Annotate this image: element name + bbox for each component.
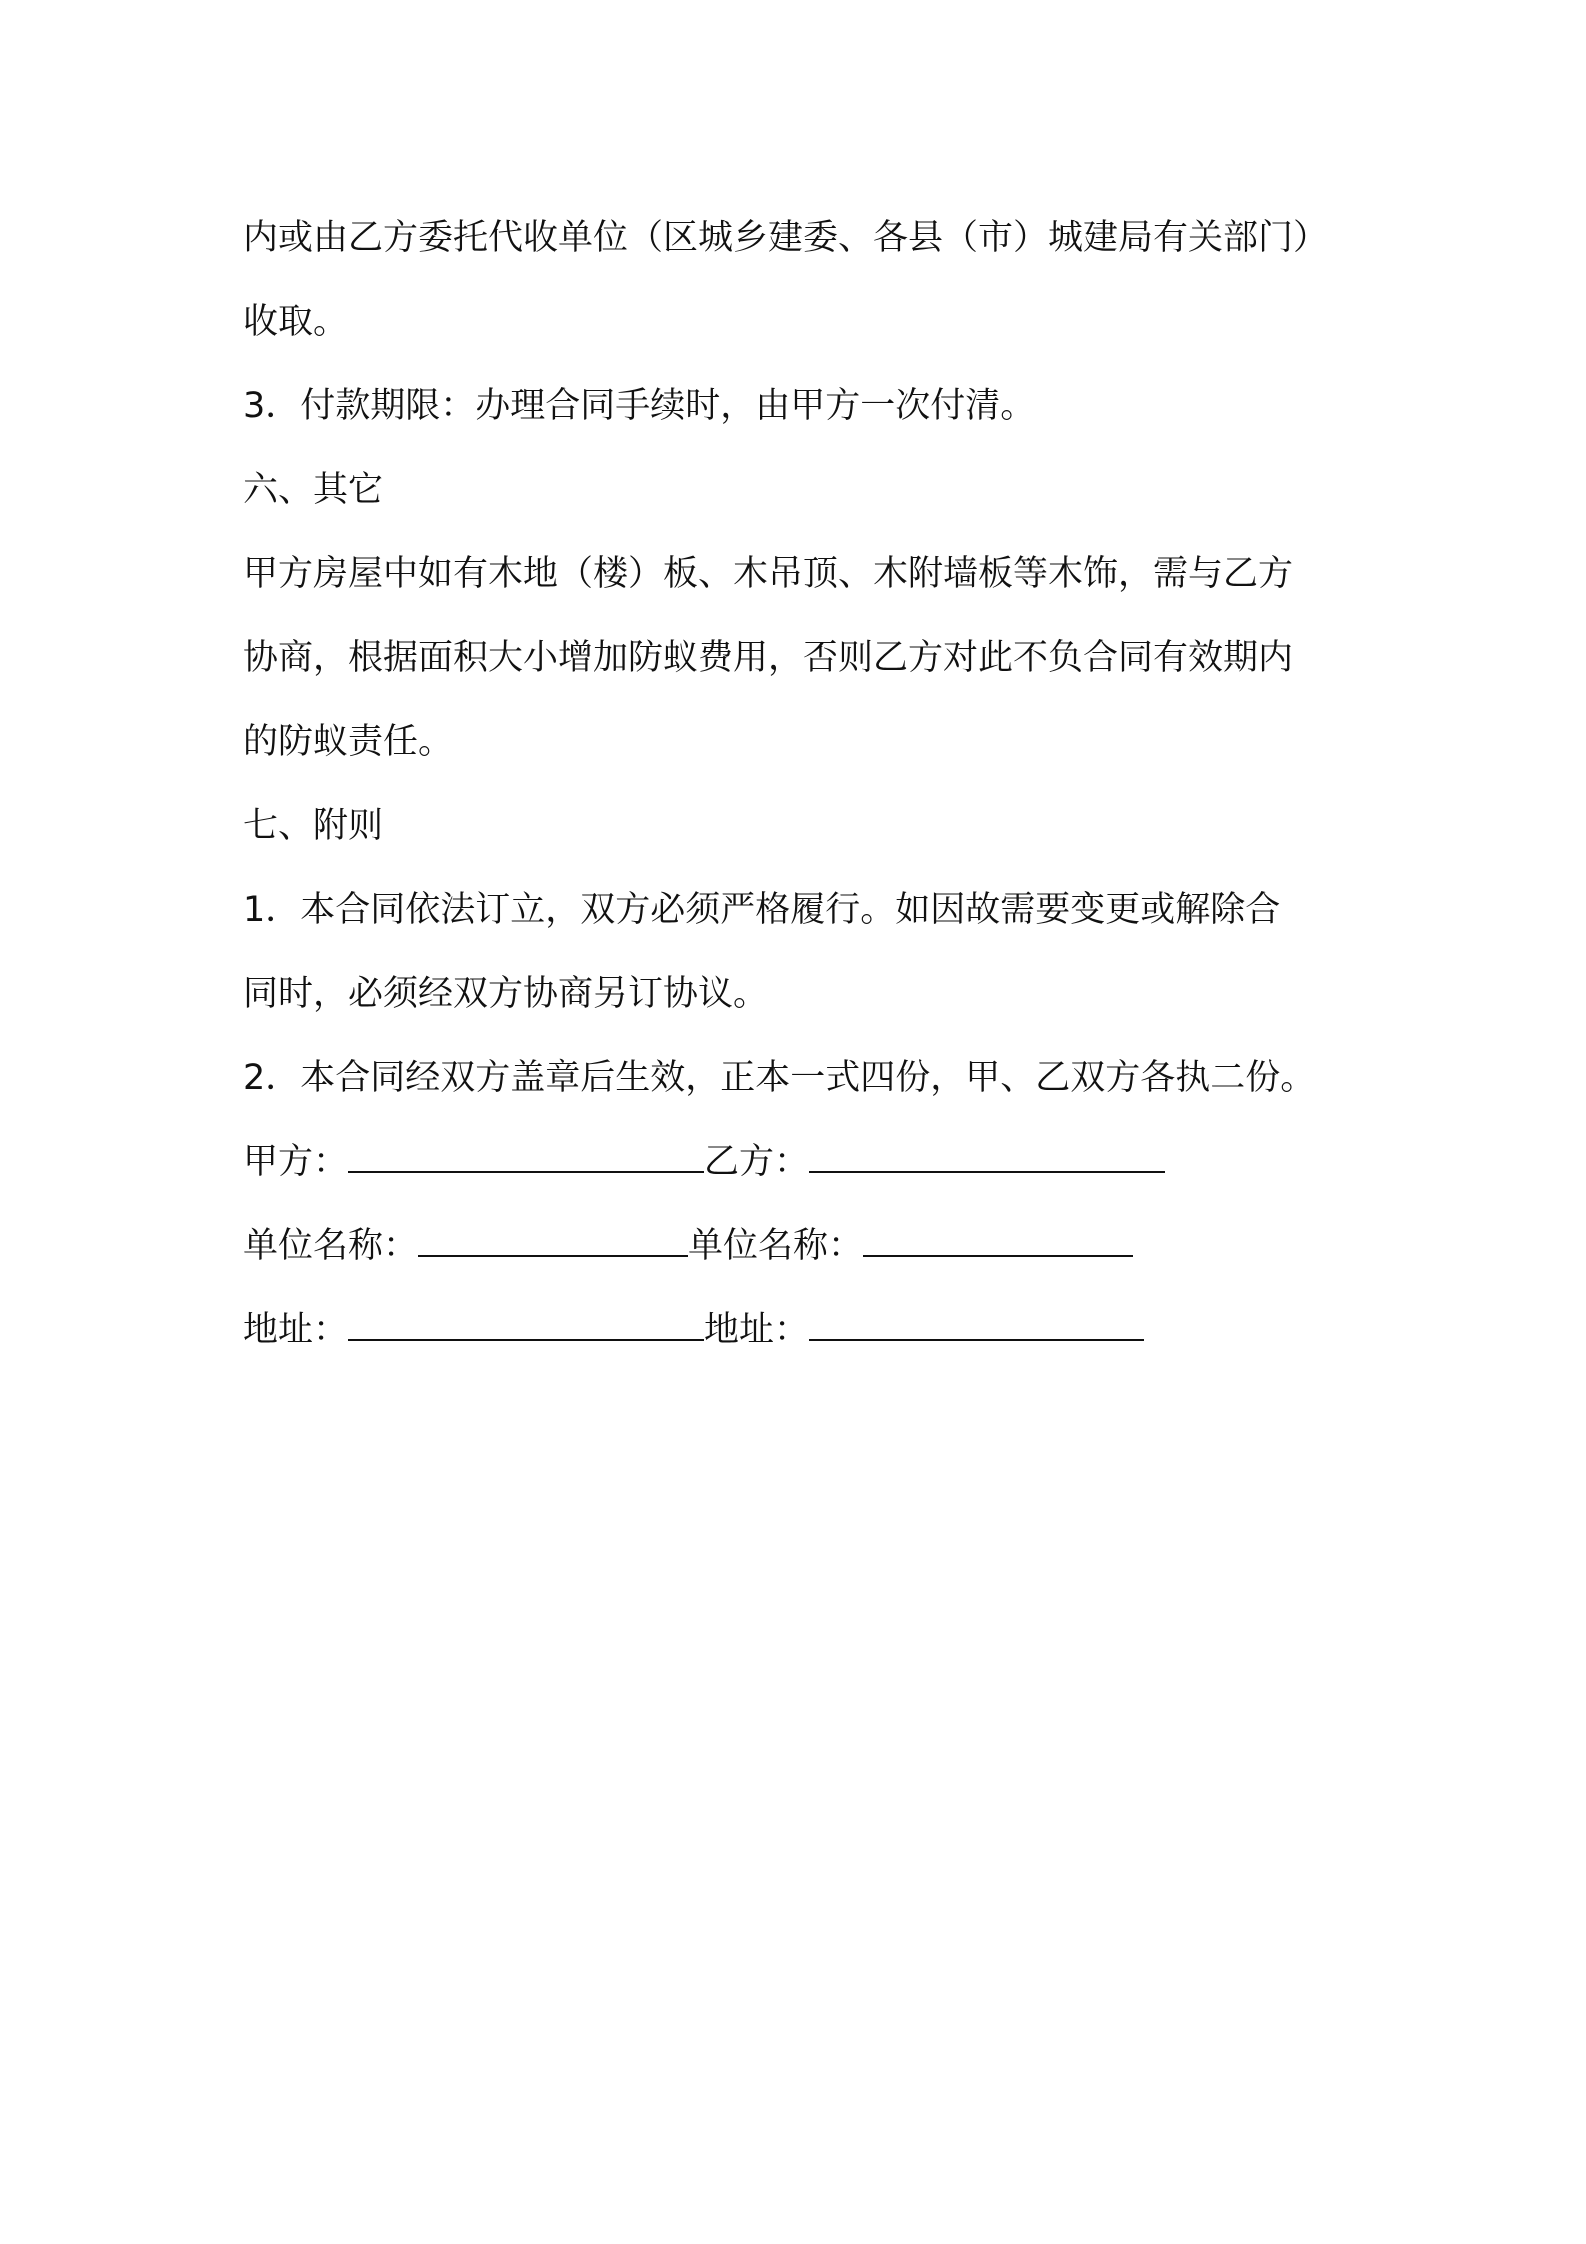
paragraph-line: 协商，根据面积大小增加防蚁费用，否则乙方对此不负合同有效期内: [243, 638, 1294, 678]
paragraph-line: 的防蚁责任。: [243, 722, 454, 762]
paragraph-line: 甲方房屋中如有木地（楼）板、木吊顶、木附墙板等木饰，需与乙方: [243, 554, 1294, 594]
signature-address-row: [243, 1288, 1373, 1372]
signature-unit-row: [243, 1204, 1373, 1288]
address-a-field: [243, 1288, 704, 1372]
unit-name-a-blank[interactable]: [418, 1221, 688, 1257]
section-heading-supplementary: 七、附则: [243, 806, 384, 846]
unit-name-a-label: 单位名称：: [243, 1226, 419, 1266]
party-a-blank[interactable]: [348, 1137, 704, 1173]
party-b-label: 乙方：: [704, 1142, 810, 1182]
party-a-field: [243, 1120, 704, 1204]
party-b-field: [704, 1120, 1165, 1204]
address-b-blank[interactable]: [809, 1305, 1144, 1341]
clause-1-line: 同时，必须经双方协商另订协议。: [243, 974, 769, 1014]
payment-term-clause: 3．付款期限：办理合同手续时，由甲方一次付清。: [243, 386, 1036, 426]
unit-name-b-label: 单位名称：: [688, 1226, 864, 1266]
address-b-label: 地址：: [704, 1310, 810, 1350]
party-a-label: 甲方：: [243, 1142, 349, 1182]
document-body: [243, 196, 1373, 1372]
paragraph-line: 收取。: [243, 302, 349, 342]
paragraph-line: 内或由乙方委托代收单位（区城乡建委、各县（市）城建局有关部门）: [243, 218, 1329, 258]
unit-name-b-blank[interactable]: [863, 1221, 1133, 1257]
address-a-blank[interactable]: [348, 1305, 704, 1341]
section-heading-other: 六、其它: [243, 470, 384, 510]
clause-2-line: 2．本合同经双方盖章后生效，正本一式四份，甲、乙双方各执二份。: [243, 1058, 1316, 1098]
party-b-blank[interactable]: [809, 1137, 1165, 1173]
unit-name-b-field: [688, 1204, 1133, 1288]
address-a-label: 地址：: [243, 1310, 349, 1350]
clause-1-line: 1．本合同依法订立，双方必须严格履行。如因故需要变更或解除合: [243, 890, 1281, 930]
signature-party-row: [243, 1120, 1373, 1204]
address-b-field: [704, 1288, 1144, 1372]
unit-name-a-field: [243, 1204, 688, 1288]
